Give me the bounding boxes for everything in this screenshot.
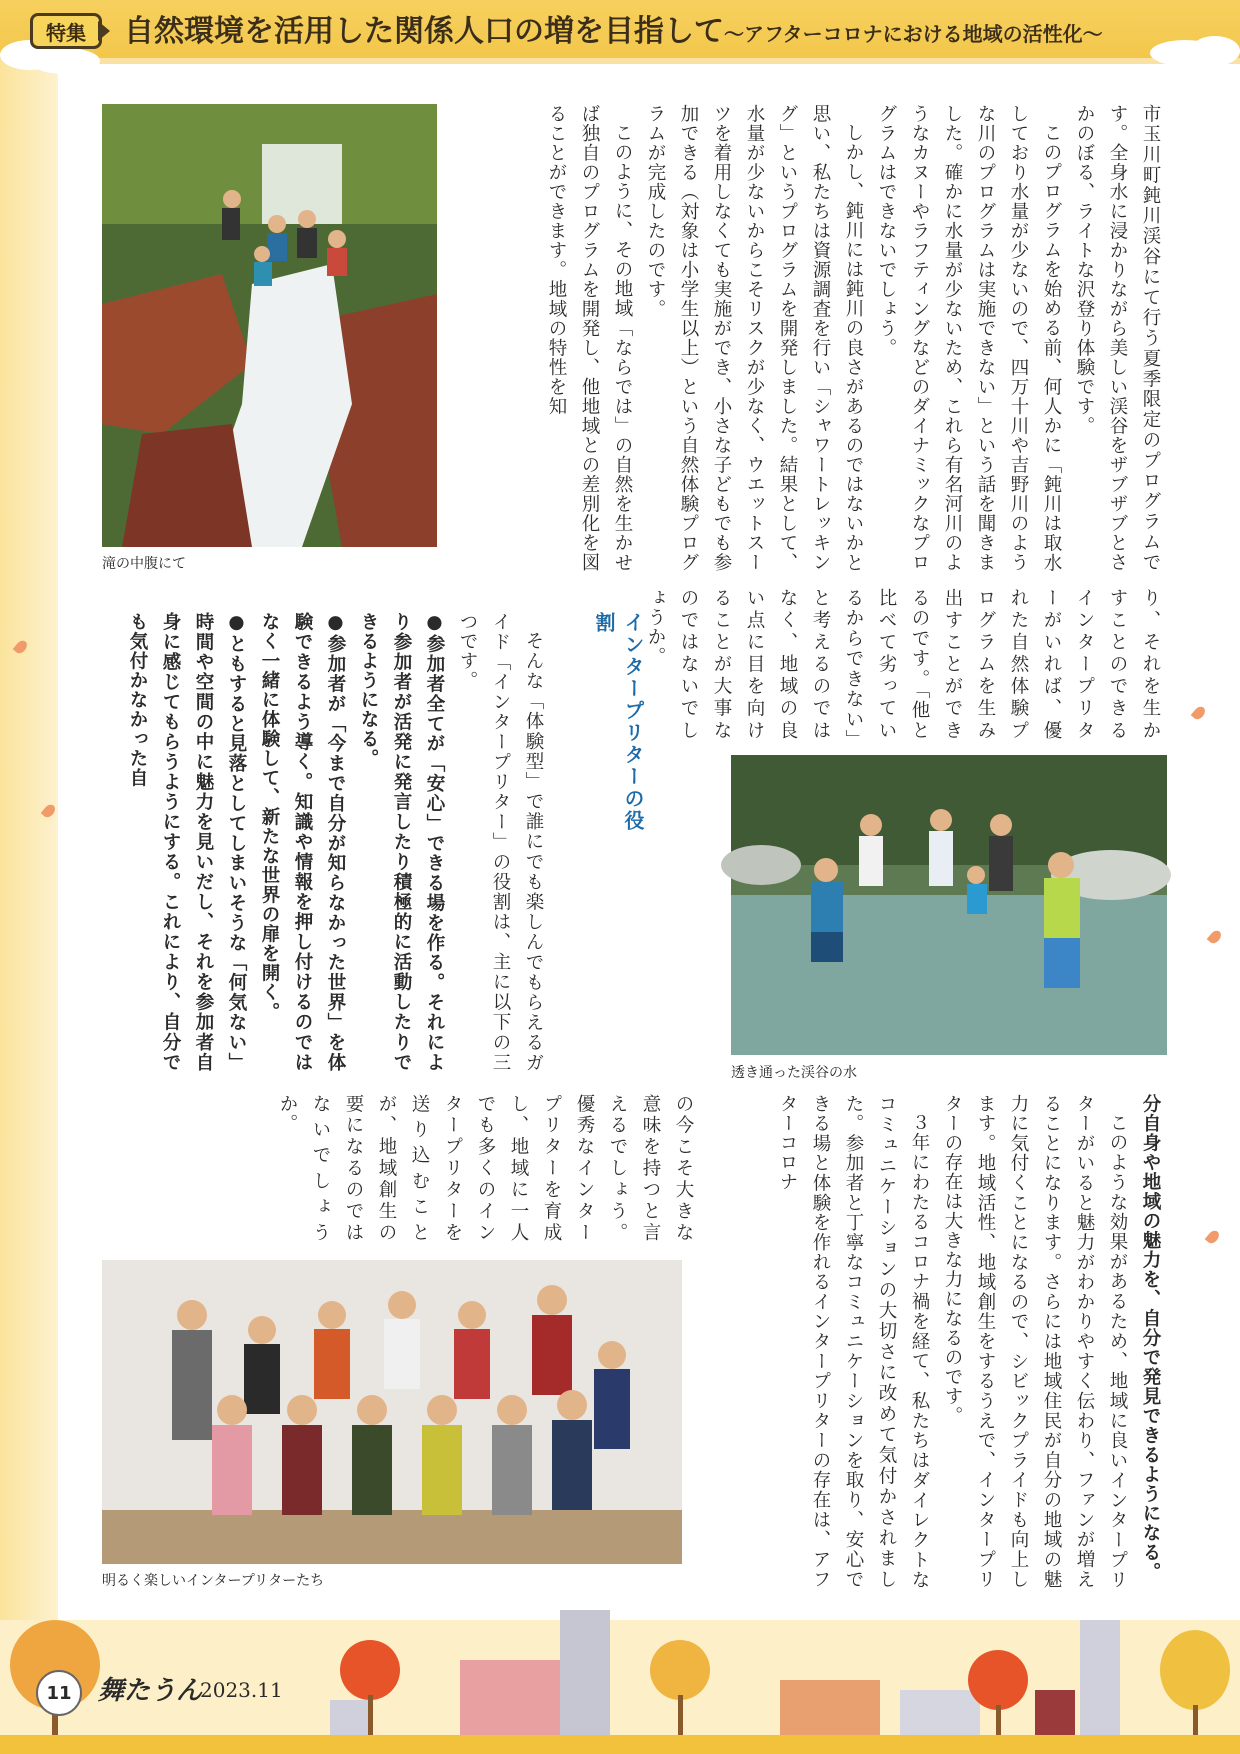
- paragraph: の今こそ大きな意味を持つと言えるでしょう。優秀なインタープリターを育成し、地域に一人でも多くのインタープリターを送り込むことが、地域創生の要になるのではないでしょうか。: [277, 1094, 694, 1242]
- side-band: [0, 62, 58, 1622]
- paragraph: 市玉川町鈍川渓谷にて行う夏季限定のプログラムです。全身水に浸かりながら美しい渓谷をザブザブとさかのぼる、ライトな沢登り体験です。: [1074, 104, 1161, 572]
- tree-trunk: [368, 1695, 373, 1735]
- bullet-item: ●ともすると見落としてしまいそうな「何気ない」時間や空間の中に魅力を見いだし、それを参加者自身に感じてもらうようにする。これにより、自分でも気付かなかった自: [127, 612, 247, 1072]
- paragraph: このような効果があるため、地域に良いインタープリターがいると魅力がわかりやすく伝わり、ファンが増えることになります。さらには地域住民が自分の地域の魅力に気付くことになるので、シビックプライドも向上します。地域活性、地域創生をするうえで、インタープリターの存在は大きな力になるのです。: [942, 1094, 1128, 1589]
- paragraph: このプログラムを始める前、何人かに「鈍川は取水しており水量が少ないので、四万十川や吉野川のような川のプログラムは実施できない」という話を聞きました。確かに水量が少ないため、これら有名河川のようなカヌーやラフティングなどのダイナミックなプログラムはできないでしょう。: [876, 104, 1062, 572]
- building-decoration: [780, 1680, 880, 1740]
- building-decoration: [900, 1690, 980, 1740]
- building-decoration: [560, 1610, 610, 1740]
- building-decoration: [330, 1700, 370, 1740]
- paragraph: このように、その地域「ならでは」の自然を生かせば独自のプログラムを開発し、他地域との差別化を図ることができます。地域の特性を知: [546, 104, 633, 572]
- waterfall-photo: [102, 104, 437, 547]
- article-column-c: [127, 612, 550, 1072]
- bullet-continuation: 分自身や地域の魅力を、自分で発見できるようになる。: [1140, 1094, 1161, 1582]
- caption-stream: 透き通った渓谷の水: [731, 1065, 857, 1081]
- header-shade: [0, 58, 1240, 64]
- tree-decoration: [340, 1640, 400, 1700]
- paragraph: しかし、鈍川には鈍川の良さがあるのではないかと思い、私たちは資源調査を行い「シャワートレッキング」というプログラムを開発しました。結果として、水量が少ないからこそリスクが少なく、ウエットスーツを着用しなくても実施ができ、小さな子どもでも参加できる（対象は小学生以上）という自然体験プログラムが完成したのです。: [645, 104, 864, 572]
- paragraph: り、それを生かすことのできるインタープリターがいれば、優れた自然体験プログラムを生み出すことができるのです。「他と比べて劣っているからできない」と考えるのではなく、地域の良い点に目を向けることが大事なのではないでしょうか。: [645, 588, 1161, 740]
- tree-decoration: [1160, 1630, 1230, 1710]
- issue-date: 2023.11: [200, 1678, 283, 1702]
- leaf-decoration: [1205, 1228, 1222, 1245]
- building-decoration: [1035, 1690, 1075, 1740]
- tree-trunk: [1193, 1705, 1198, 1735]
- bullet-item: ●参加者が「今まで自分が知らなかった世界」を体験できるよう導く。知識や情報を押し付けるのではなく一緒に体験して、新たな世界の扉を開く。: [259, 612, 346, 1072]
- tree-trunk: [678, 1695, 683, 1735]
- article-column-b: [645, 588, 1167, 740]
- badge-tail: [98, 21, 110, 41]
- caption-waterfall: 滝の中腹にて: [102, 556, 186, 572]
- bullet-item: ●参加者全てが「安心」できる場を作る。それにより参加者が活発に発言したり積極的に活動したりできるようになる。: [358, 612, 445, 1072]
- paragraph: そんな「体験型」で誰にでも楽しんでもらえるガイド「インタープリター」の役割は、主に以下の三つです。: [457, 612, 544, 1072]
- feature-badge: 特集: [30, 13, 102, 49]
- title-subtitle: 〜アフターコロナにおける地域の活性化〜: [724, 22, 1103, 46]
- building-decoration: [1080, 1620, 1120, 1740]
- page-number: 11: [36, 1670, 82, 1716]
- tree-decoration: [968, 1650, 1028, 1710]
- footer-bar: [0, 1735, 1240, 1754]
- group-photo: [102, 1260, 682, 1564]
- paragraph: ３年にわたるコロナ禍を経て、私たちはダイレクトなコミュニケーションの大切さに改めて気付かされました。参加者と丁寧なコミュニケーションを取り、安心できる場と体験を作れるインタープリターの存在は、アフターコロナ: [777, 1094, 930, 1589]
- leaf-decoration: [1191, 704, 1208, 721]
- caption-group: 明るく楽しいインタープリターたち: [102, 1573, 325, 1589]
- tree-decoration: [650, 1640, 710, 1700]
- article-column-d: [718, 1094, 1167, 1589]
- leaf-decoration: [1207, 928, 1224, 945]
- magazine-logo: 舞たうん: [98, 1676, 203, 1706]
- article-column-e: [130, 1094, 700, 1242]
- cloud-decoration: [30, 48, 100, 74]
- stream-photo: [731, 755, 1167, 1055]
- section-heading: インタープリターの役割: [592, 612, 645, 832]
- article-column-a: [453, 104, 1167, 572]
- title-main: 自然環境を活用した関係人口の増を目指して: [124, 14, 724, 49]
- page-title: [124, 12, 1224, 52]
- tree-trunk: [996, 1705, 1001, 1735]
